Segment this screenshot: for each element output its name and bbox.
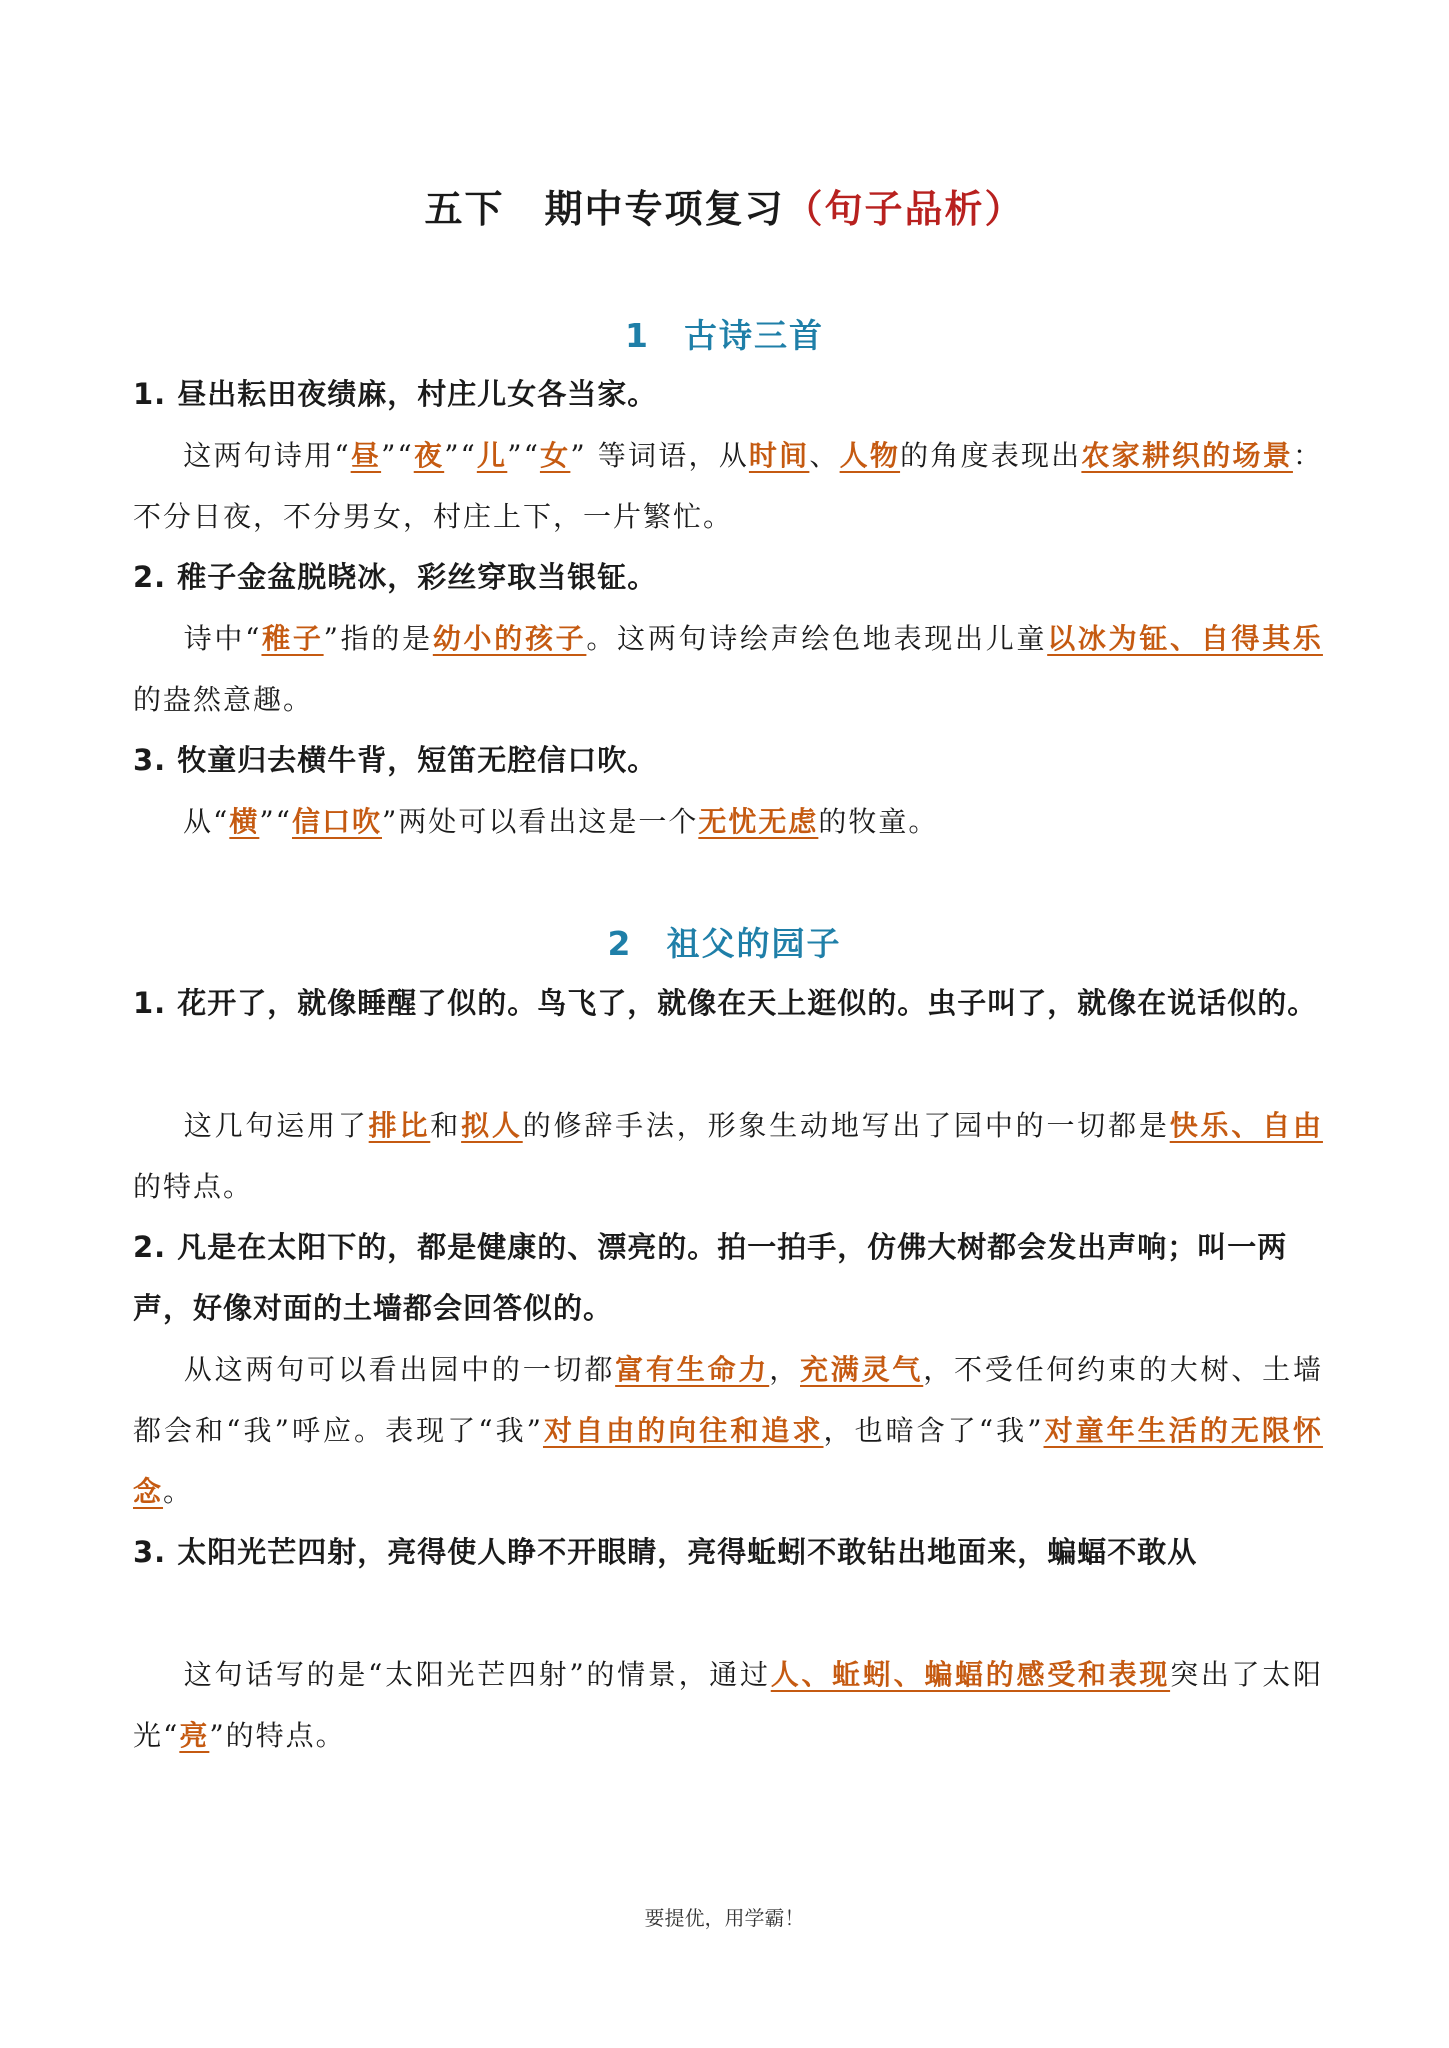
question-1-1: 1. 昼出耘田夜绩麻，村庄儿女各当家。 xyxy=(133,377,658,411)
question-1-2: 2. 稚子金盆脱晓冰，彩丝穿取当银钲。 xyxy=(133,560,658,594)
answer-keyword: 富有生命力 xyxy=(615,1353,770,1386)
analysis-text: ”“ xyxy=(444,439,477,472)
answer-keyword: 女 xyxy=(539,439,571,472)
answer-keyword: 充满灵气 xyxy=(800,1353,924,1386)
analysis-text: 的牧童。 xyxy=(818,805,939,838)
answer-keyword: 无忧无虑 xyxy=(698,805,819,838)
page-title xyxy=(0,178,1449,233)
answer-keyword: 稚子 xyxy=(261,622,324,655)
analysis-2-1 xyxy=(133,1095,1323,1217)
answer-keyword: 儿 xyxy=(476,439,508,472)
analysis-2-3 xyxy=(133,1644,1323,1766)
analysis-text: 突出了太阳光“ xyxy=(133,1658,1323,1752)
analysis-text: ”两处可以看出这是一个 xyxy=(382,805,699,838)
answer-keyword: 昼 xyxy=(350,439,382,472)
section-name: 古诗三首 xyxy=(683,316,824,355)
analysis-1-1 xyxy=(133,425,1323,547)
analysis-1-3 xyxy=(133,791,1323,852)
answer-keyword: 排比 xyxy=(368,1109,431,1142)
analysis-text: 这两句诗用“ xyxy=(183,439,351,472)
answer-keyword: 拟人 xyxy=(461,1109,523,1142)
analysis-text: 这句话写的是“太阳光芒四射”的情景，通过 xyxy=(183,1658,771,1691)
answer-keyword: 时间 xyxy=(748,439,810,472)
answer-keyword: 人物 xyxy=(839,439,901,472)
answer-keyword: 人、蚯蚓、蝙蝠的感受和表现 xyxy=(770,1658,1171,1691)
analysis-text: ” 等词语，从 xyxy=(570,439,749,472)
analysis-text: 。这两句诗绘声绘色地表现出儿童 xyxy=(586,622,1048,655)
answer-keyword: 亮 xyxy=(179,1719,210,1752)
question-2-1: 1. 花开了，就像睡醒了似的。鸟飞了，就像在天上逛似的。虫子叫了，就像在说话似的。 xyxy=(133,986,1318,1020)
analysis-text: ，不受任何约束的大树、土墙都会和“我”呼应。表现了“我” xyxy=(133,1353,1323,1447)
section-heading-1 xyxy=(0,310,1449,357)
analysis-text: 。 xyxy=(163,1475,194,1508)
answer-keyword: 对童年生活的无限怀念 xyxy=(133,1414,1323,1508)
answer-keyword: 信口吹 xyxy=(291,805,382,838)
analysis-2-2 xyxy=(133,1339,1323,1522)
analysis-1-2 xyxy=(133,608,1323,730)
answer-keyword: 农家耕织的场景 xyxy=(1081,439,1293,472)
analysis-text: 的特点。 xyxy=(133,1170,254,1203)
analysis-text: 诗中“ xyxy=(183,622,262,655)
answer-keyword: 快乐、自由 xyxy=(1169,1109,1323,1142)
analysis-text: 的角度表现出 xyxy=(900,439,1082,472)
title-highlight: （句子品析） xyxy=(784,187,1025,231)
answer-keyword: 夜 xyxy=(413,439,445,472)
answer-keyword: 以冰为钲、自得其乐 xyxy=(1047,622,1323,655)
footer-slogan: 要提优，用学霸！ xyxy=(644,1906,805,1930)
title-main: 五下 期中专项复习 xyxy=(424,187,785,231)
analysis-text: ”“ xyxy=(381,439,414,472)
question-1-3: 3. 牧童归去横牛背，短笛无腔信口吹。 xyxy=(133,743,658,777)
answer-keyword: 幼小的孩子 xyxy=(432,622,587,655)
analysis-text: 从这两句可以看出园中的一切都 xyxy=(183,1353,616,1386)
analysis-text: ”“ xyxy=(507,439,540,472)
analysis-text: 这几句运用了 xyxy=(183,1109,369,1142)
question-2-3: 3. 太阳光芒四射，亮得使人睁不开眼睛，亮得蚯蚓不敢钻出地面来，蝙蝠不敢从 xyxy=(133,1535,1198,1569)
analysis-text: ，也暗含了“我” xyxy=(823,1414,1044,1447)
analysis-text: 和 xyxy=(430,1109,462,1142)
analysis-text: 从“ xyxy=(183,805,230,838)
analysis-text: ”“ xyxy=(259,805,292,838)
analysis-text: ：不分日夜，不分男女，村庄上下，一片繁忙。 xyxy=(133,439,1323,533)
analysis-text: 的修辞手法，形象生动地写出了园中的一切都是 xyxy=(522,1109,1170,1142)
answer-keyword: 对自由的向往和追求 xyxy=(542,1414,824,1447)
section-number: 2 xyxy=(607,924,633,963)
analysis-text: ”的特点。 xyxy=(209,1719,346,1752)
section-heading-2 xyxy=(0,918,1449,965)
question-2-2: 2. 凡是在太阳下的，都是健康的、漂亮的。拍一拍手，仿佛大树都会发出声响；叫一两声，好像对面的土墙都会回答似的。 xyxy=(133,1230,1288,1325)
answer-keyword: 横 xyxy=(229,805,260,838)
analysis-text: ”指的是 xyxy=(323,622,433,655)
section-name: 祖父的园子 xyxy=(666,924,842,963)
section-number: 1 xyxy=(625,316,650,355)
analysis-text: 、 xyxy=(809,439,840,472)
analysis-text: 的盎然意趣。 xyxy=(133,683,314,716)
analysis-text: ， xyxy=(769,1353,800,1386)
